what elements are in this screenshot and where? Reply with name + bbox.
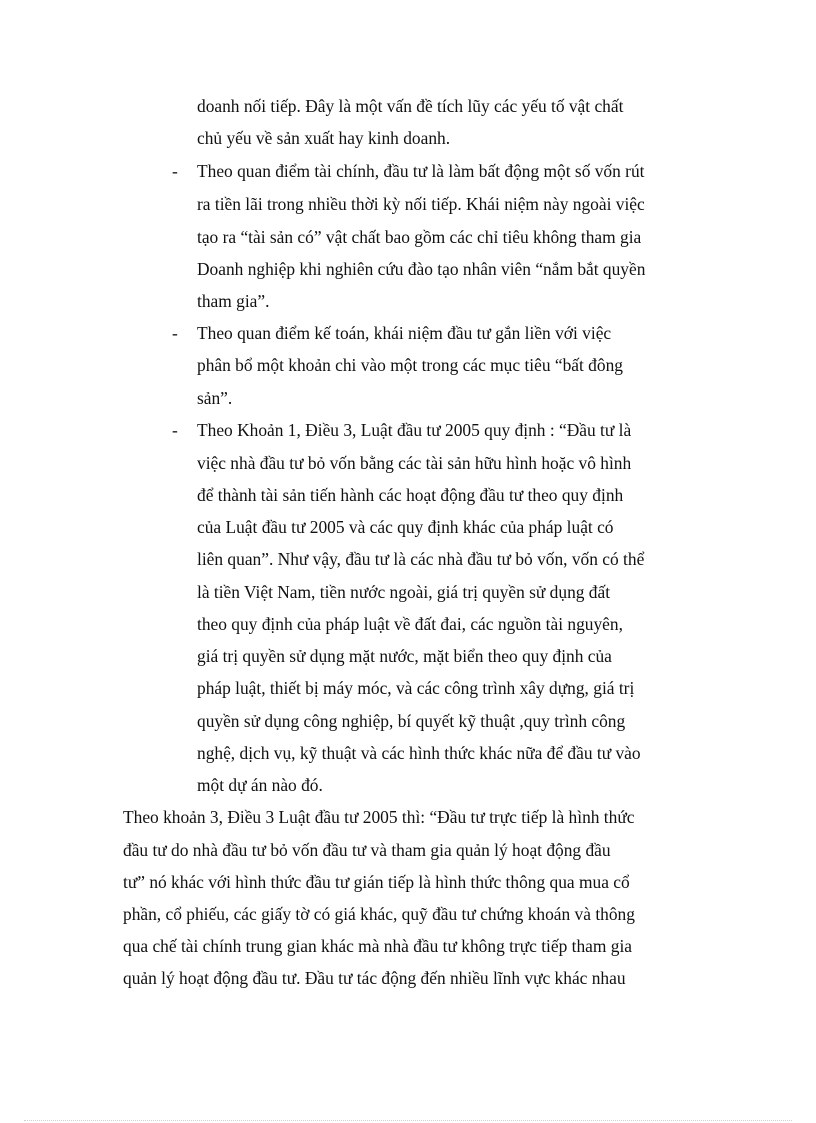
text-line: nghệ, dịch vụ, kỹ thuật và các hình thức khác nữa để đầu tư vào (197, 743, 641, 763)
text-line: pháp luật, thiết bị máy móc, và các công trình xây dựng, giá trị (197, 678, 635, 698)
text-line: của Luật đầu tư 2005 và các quy định khác của pháp luật có (197, 517, 614, 537)
text-line: là tiền Việt Nam, tiền nước ngoài, giá trị quyền sử dụng đất (197, 582, 611, 602)
bullet-dash: - (172, 420, 178, 440)
bullet-dash: - (172, 323, 178, 343)
text-line: quyền sử dụng công nghiệp, bí quyết kỹ thuật ,quy trình công (197, 711, 626, 731)
page-bottom-divider (24, 1120, 792, 1121)
text-line: phân bổ một khoản chi vào một trong các mục tiêu “bất đông (197, 355, 623, 375)
text-line: để thành tài sản tiến hành các hoạt động đầu tư theo quy định (197, 485, 624, 505)
text-line: Theo khoản 3, Điều 3 Luật đầu tư 2005 thì: “Đầu tư trực tiếp là hình thức (123, 807, 635, 827)
text-line: Doanh nghiệp khi nghiên cứu đào tạo nhân viên “nắm bắt quyền (197, 259, 646, 279)
text-line: qua chế tài chính trung gian khác mà nhà đầu tư không trực tiếp tham gia (123, 936, 633, 956)
text-line: liên quan”. Như vậy, đầu tư là các nhà đầu tư bỏ vốn, vốn có thể (197, 549, 645, 569)
text-line: ra tiền lãi trong nhiều thời kỳ nối tiếp. Khái niệm này ngoài việc (197, 194, 645, 214)
text-line: Theo quan điểm kế toán, khái niệm đầu tư gắn liền với việc (197, 323, 612, 343)
text-line: chủ yếu về sản xuất hay kinh doanh. (197, 128, 451, 148)
text-line: một dự án nào đó. (197, 775, 323, 795)
text-line: Theo quan điểm tài chính, đầu tư là làm bất động một số vốn rút (197, 161, 645, 181)
text-line: phần, cổ phiếu, các giấy tờ có giá khác, quỹ đầu tư chứng khoán và thông (123, 904, 635, 924)
text-line: đầu tư do nhà đầu tư bỏ vốn đầu tư và tham gia quản lý hoạt động đầu (123, 840, 611, 860)
text-line: tạo ra “tài sản có” vật chất bao gồm các chỉ tiêu không tham gia (197, 227, 642, 247)
text-line: sản”. (197, 388, 233, 408)
text-line: tư” nó khác với hình thức đầu tư gián tiếp là hình thức thông qua mua cổ (123, 872, 630, 892)
text-line: tham gia”. (197, 291, 270, 311)
text-line: theo quy định của pháp luật về đất đai, các nguồn tài nguyên, (197, 614, 623, 634)
text-line: việc nhà đầu tư bỏ vốn bằng các tài sản hữu hình hoặc vô hình (197, 453, 632, 473)
bullet-dash: - (172, 161, 178, 181)
text-line: giá trị quyền sử dụng mặt nước, mặt biển theo quy định của (197, 646, 612, 666)
text-line: quản lý hoạt động đầu tư. Đầu tư tác động đến nhiều lĩnh vực khác nhau (123, 968, 626, 988)
text-line: doanh nối tiếp. Đây là một vấn đề tích lũy các yếu tố vật chất (197, 96, 624, 116)
text-line: Theo Khoản 1, Điều 3, Luật đầu tư 2005 quy định : “Đầu tư là (197, 420, 632, 440)
